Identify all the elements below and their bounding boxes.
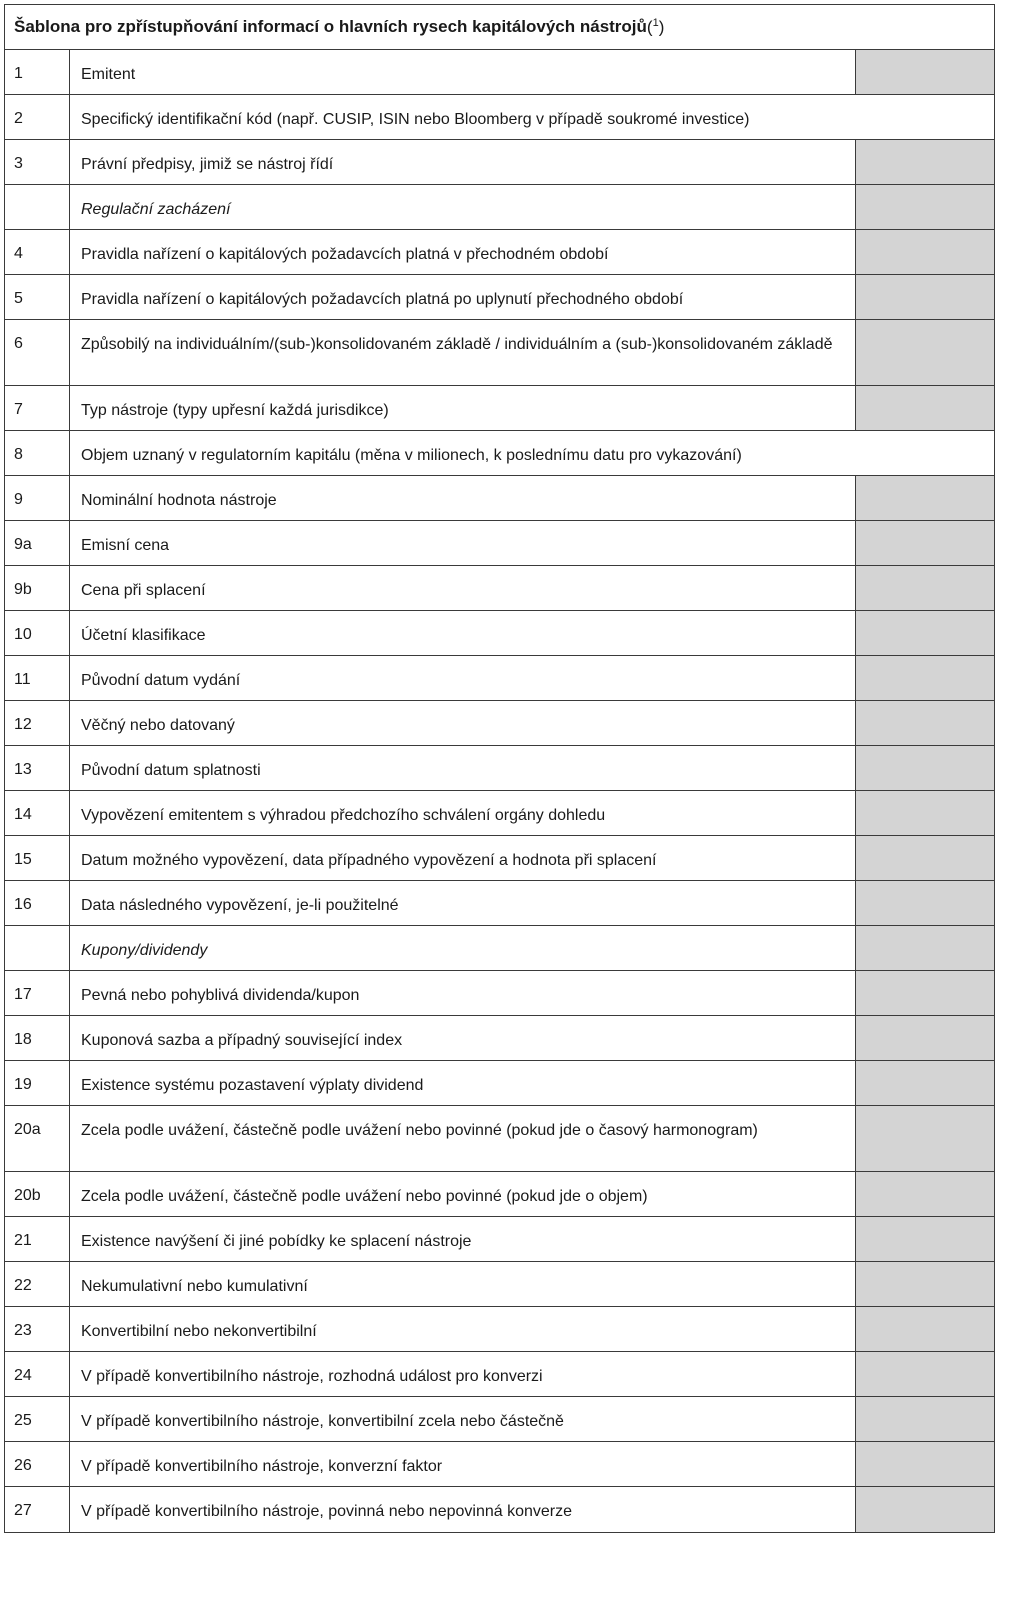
row-label: V případě konvertibilního nástroje, konvertibilní zcela nebo částečně: [81, 1413, 564, 1430]
table-row: [5, 1397, 994, 1442]
value-cell[interactable]: [855, 1487, 994, 1532]
table-row: [5, 701, 994, 746]
table-row: [5, 140, 994, 185]
row-label: V případě konvertibilního nástroje, povinná nebo nepovinná konverze: [81, 1503, 572, 1520]
row-label: Kuponová sazba a případný související index: [81, 1032, 403, 1049]
value-cell[interactable]: [855, 476, 994, 520]
value-cell[interactable]: [855, 1172, 994, 1216]
table-row: [5, 95, 994, 140]
value-cell[interactable]: [855, 1442, 994, 1486]
value-cell[interactable]: [855, 881, 994, 925]
row-number: 17: [5, 971, 70, 1015]
row-number: 24: [5, 1352, 70, 1396]
table-title-text: Šablona pro zpřístupňování informací o hlavních rysech kapitálových nástrojů: [14, 17, 647, 36]
table-row: [5, 476, 994, 521]
row-label: Emitent: [81, 66, 136, 83]
table-row: [5, 1016, 994, 1061]
value-cell[interactable]: [855, 1397, 994, 1441]
table-row: [5, 971, 994, 1016]
row-number: 9a: [5, 521, 70, 565]
table-row: [5, 386, 994, 431]
row-number: 26: [5, 1442, 70, 1486]
row-number: 20b: [5, 1172, 70, 1216]
footnote-mark: 1: [652, 16, 659, 29]
table-row: [5, 431, 994, 476]
section-row-regulatory: [5, 185, 994, 230]
row-label: Věčný nebo datovaný: [81, 717, 235, 734]
table-row: [5, 1352, 994, 1397]
row-label: Právní předpisy, jimiž se nástroj řídí: [81, 156, 334, 173]
value-cell[interactable]: [855, 566, 994, 610]
row-label: Nominální hodnota nástroje: [81, 492, 277, 509]
row-label: Původní datum splatnosti: [81, 762, 261, 779]
row-number: 9b: [5, 566, 70, 610]
row-number: 21: [5, 1217, 70, 1261]
value-cell[interactable]: [855, 1217, 994, 1261]
row-label: V případě konvertibilního nástroje, konverzní faktor: [81, 1458, 443, 1475]
value-cell[interactable]: [855, 1016, 994, 1060]
row-label: V případě konvertibilního nástroje, rozhodná událost pro konverzi: [81, 1368, 543, 1385]
row-number: 27: [5, 1487, 70, 1532]
value-cell: [855, 95, 994, 139]
value-cell[interactable]: [855, 746, 994, 790]
row-number: 8: [5, 431, 70, 475]
row-number: 6: [5, 320, 70, 385]
row-number: [5, 926, 70, 970]
row-number: 22: [5, 1262, 70, 1306]
value-cell[interactable]: [855, 971, 994, 1015]
row-number: [5, 185, 70, 229]
row-label: Původní datum vydání: [81, 672, 241, 689]
row-number: 12: [5, 701, 70, 745]
section-label: Kupony/dividendy: [81, 942, 208, 959]
table-row: [5, 320, 994, 386]
row-label: Konvertibilní nebo nekonvertibilní: [81, 1323, 317, 1340]
row-number: 19: [5, 1061, 70, 1105]
row-label: Typ nástroje (typy upřesní každá jurisdikce): [81, 402, 389, 419]
row-number: 23: [5, 1307, 70, 1351]
table-row: [5, 746, 994, 791]
table-row: [5, 1307, 994, 1352]
value-cell[interactable]: [855, 230, 994, 274]
value-cell[interactable]: [855, 50, 994, 94]
value-cell[interactable]: [855, 1262, 994, 1306]
row-label: Zcela podle uvážení, částečně podle uvážení nebo povinné (pokud jde o časový harmonogram): [81, 1122, 758, 1139]
table-row: [5, 1487, 994, 1532]
disclosure-template-table: [4, 4, 995, 1533]
value-cell[interactable]: [855, 701, 994, 745]
section-row-coupons: [5, 926, 994, 971]
table-row: [5, 521, 994, 566]
table-row: [5, 566, 994, 611]
row-label: Způsobilý na individuálním/(sub-)konsolidovaném základě / individuálním a (sub-)konsolidovaném základě: [81, 336, 833, 353]
value-cell[interactable]: [855, 386, 994, 430]
row-label: Zcela podle uvážení, částečně podle uvážení nebo povinné (pokud jde o objem): [81, 1188, 648, 1205]
value-cell[interactable]: [855, 1307, 994, 1351]
row-label: Nekumulativní nebo kumulativní: [81, 1278, 308, 1295]
value-cell[interactable]: [855, 611, 994, 655]
row-number: 15: [5, 836, 70, 880]
value-cell: [855, 431, 994, 475]
row-label: Emisní cena: [81, 537, 170, 554]
value-cell[interactable]: [855, 1352, 994, 1396]
row-number: 1: [5, 50, 70, 94]
table-row: [5, 50, 994, 95]
row-number: 5: [5, 275, 70, 319]
row-label: Existence navýšení či jiné pobídky ke splacení nástroje: [81, 1233, 472, 1250]
row-label: Datum možného vypovězení, data případného vypovězení a hodnota při splacení: [81, 852, 657, 869]
row-label: Data následného vypovězení, je-li použitelné: [81, 897, 399, 914]
table-row: [5, 836, 994, 881]
row-number: 2: [5, 95, 70, 139]
value-cell[interactable]: [855, 836, 994, 880]
table-row: [5, 611, 994, 656]
value-cell[interactable]: [855, 1106, 994, 1171]
table-row: [5, 656, 994, 701]
value-cell: [855, 185, 994, 229]
value-cell[interactable]: [855, 656, 994, 700]
table-row: [5, 881, 994, 926]
row-number: 25: [5, 1397, 70, 1441]
row-number: 9: [5, 476, 70, 520]
table-row: [5, 1172, 994, 1217]
table-row: [5, 275, 994, 320]
row-label: Pevná nebo pohyblivá dividenda/kupon: [81, 987, 360, 1004]
row-number: 10: [5, 611, 70, 655]
row-label: Specifický identifikační kód (např. CUSIP, ISIN nebo Bloomberg v případě soukromé investice): [81, 111, 750, 128]
value-cell[interactable]: [855, 1061, 994, 1105]
row-label: Účetní klasifikace: [81, 627, 206, 644]
row-label: Existence systému pozastavení výplaty dividend: [81, 1077, 424, 1094]
row-number: 13: [5, 746, 70, 790]
row-number: 3: [5, 140, 70, 184]
row-number: 7: [5, 386, 70, 430]
table-row: [5, 1106, 994, 1172]
row-label: Cena při splacení: [81, 582, 206, 599]
table-row: [5, 1442, 994, 1487]
row-label: Vypovězení emitentem s výhradou předchozího schválení orgány dohledu: [81, 807, 606, 824]
row-number: 14: [5, 791, 70, 835]
value-cell[interactable]: [855, 320, 994, 385]
row-label: Pravidla nařízení o kapitálových požadavcích platná v přechodném období: [81, 246, 609, 263]
table-title: [5, 5, 994, 50]
table-row: [5, 1061, 994, 1106]
row-label: Objem uznaný v regulatorním kapitálu (měna v milionech, k poslednímu datu pro vykazování): [81, 447, 742, 464]
row-label: Pravidla nařízení o kapitálových požadavcích platná po uplynutí přechodného období: [81, 291, 684, 308]
value-cell[interactable]: [855, 791, 994, 835]
row-number: 4: [5, 230, 70, 274]
row-number: 20a: [5, 1106, 70, 1171]
value-cell[interactable]: [855, 275, 994, 319]
row-number: 11: [5, 656, 70, 700]
table-row: [5, 1217, 994, 1262]
value-cell[interactable]: [855, 521, 994, 565]
section-label: Regulační zacházení: [81, 201, 231, 218]
value-cell: [855, 926, 994, 970]
table-row: [5, 1262, 994, 1307]
row-number: 18: [5, 1016, 70, 1060]
value-cell[interactable]: [855, 140, 994, 184]
table-row: [5, 230, 994, 275]
row-number: 16: [5, 881, 70, 925]
table-row: [5, 791, 994, 836]
footnote-reference: ($^1$): [646, 16, 665, 37]
